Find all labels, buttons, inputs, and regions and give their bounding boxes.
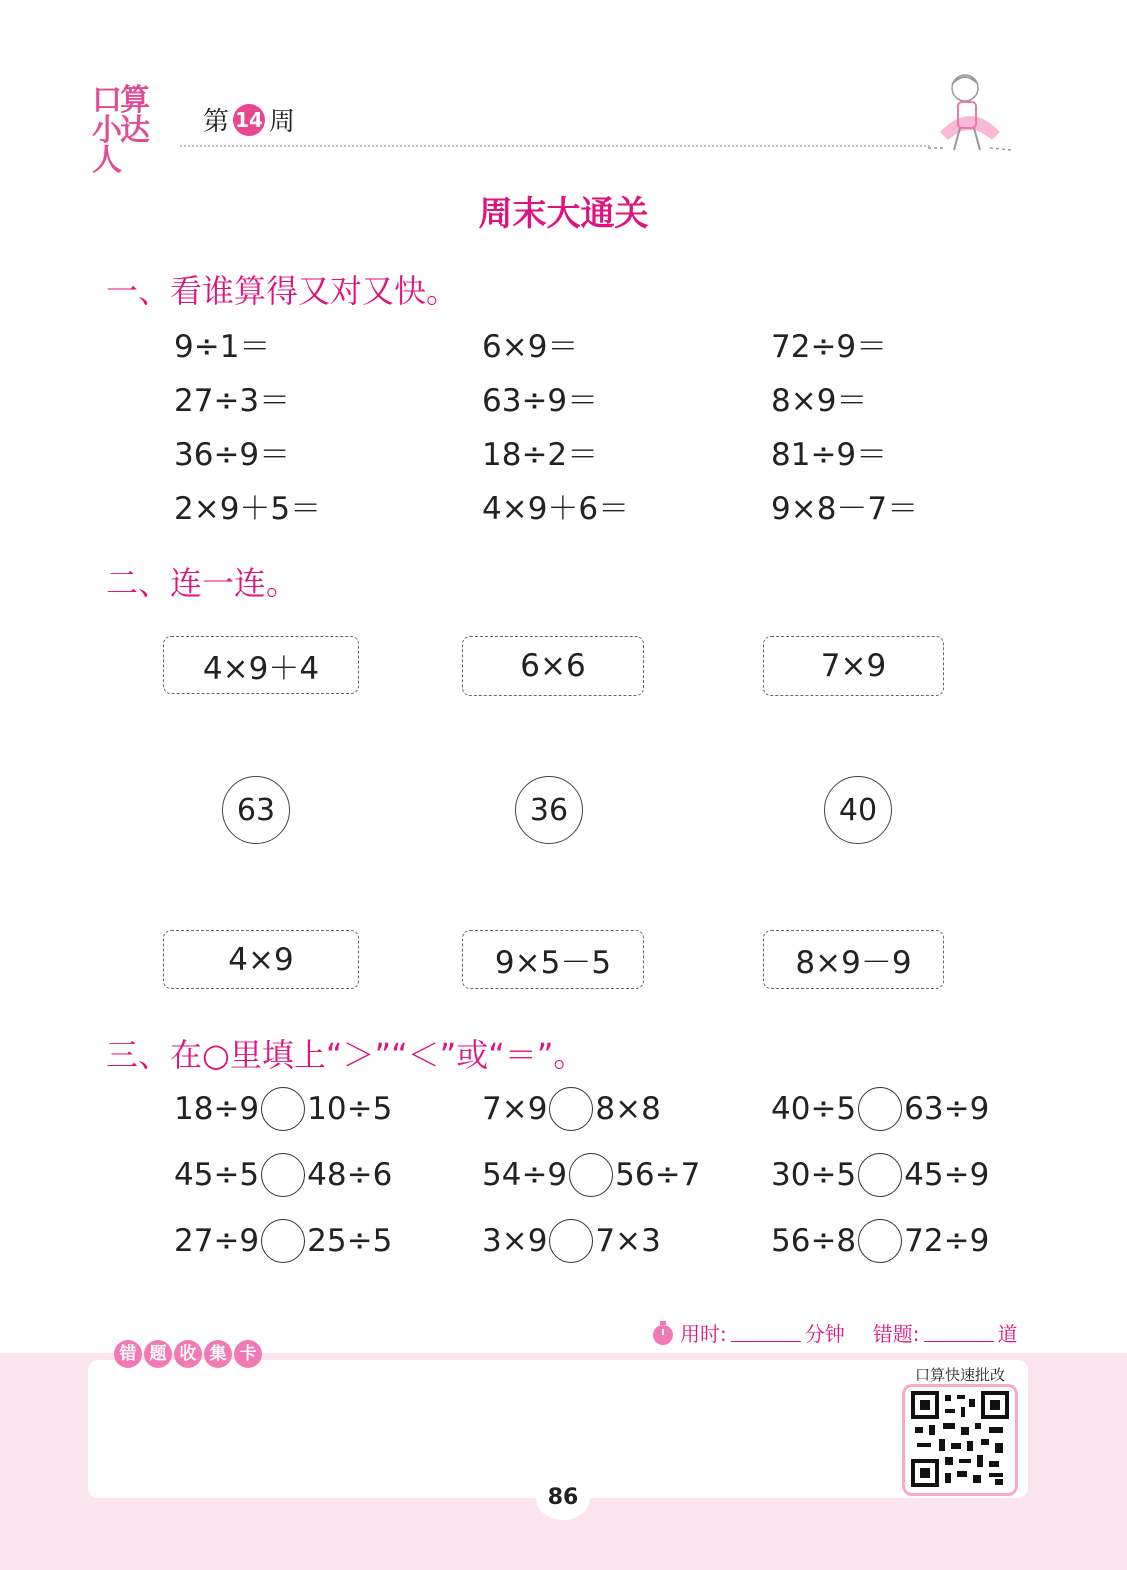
compare-left: 40÷5 [771, 1091, 857, 1127]
page-title: 周末大通关 [478, 194, 649, 234]
error-label: 错题: [872, 1322, 920, 1346]
footer-stats [650, 1318, 1018, 1347]
section1-heading: 一、看谁算得又对又快。 [106, 272, 459, 310]
compare-right: 45÷9 [904, 1157, 990, 1193]
error-blank[interactable] [924, 1323, 994, 1342]
compare-circle[interactable] [569, 1153, 613, 1197]
compare-circle[interactable] [858, 1153, 902, 1197]
mascot-icon [920, 70, 1020, 160]
compare-circle[interactable] [261, 1087, 305, 1131]
match-circle[interactable]: 40 [824, 776, 892, 844]
match-circle[interactable]: 63 [222, 776, 290, 844]
time-unit: 分钟 [804, 1322, 845, 1346]
compare-right: 7×3 [595, 1223, 661, 1259]
week-label [203, 101, 295, 138]
compare-circle[interactable] [549, 1087, 593, 1131]
compare-item [771, 1087, 989, 1131]
compare-right: 10÷5 [307, 1091, 393, 1127]
match-circle[interactable]: 36 [515, 776, 583, 844]
compare-item [482, 1219, 661, 1263]
card-tag-char: 集 [204, 1340, 232, 1368]
match-top-box[interactable]: 4×9＋4 [163, 636, 359, 694]
error-unit: 道 [997, 1322, 1018, 1346]
compare-left: 3×9 [482, 1223, 548, 1259]
match-top-box[interactable]: 6×6 [462, 636, 644, 696]
qr-code[interactable] [902, 1384, 1018, 1496]
compare-right: 48÷6 [307, 1157, 393, 1193]
logo-text: 口算小达人 [92, 83, 148, 178]
compare-circle[interactable] [261, 1153, 305, 1197]
card-tag-char: 收 [174, 1340, 202, 1368]
logo [92, 83, 182, 178]
compare-right: 8×8 [595, 1091, 661, 1127]
match-top-box[interactable]: 7×9 [763, 636, 944, 696]
s1-expr: 81÷9＝ [771, 437, 888, 473]
compare-right: 25÷5 [307, 1223, 393, 1259]
compare-right: 63÷9 [904, 1091, 990, 1127]
compare-right: 56÷7 [615, 1157, 701, 1193]
qr-code-icon [905, 1387, 1015, 1493]
compare-item [174, 1087, 392, 1131]
s1-expr: 18÷2＝ [482, 437, 599, 473]
s1-expr: 8×9＝ [771, 383, 868, 419]
compare-right: 72÷9 [904, 1223, 990, 1259]
s1-expr: 9÷1＝ [174, 329, 271, 365]
card-tag [114, 1340, 262, 1368]
week-number: 14 [233, 104, 265, 136]
compare-left: 7×9 [482, 1091, 548, 1127]
match-bottom-box[interactable]: 8×9－9 [763, 930, 944, 989]
section2-heading: 二、连一连。 [106, 564, 299, 602]
compare-item [174, 1219, 392, 1263]
week-suffix: 周 [269, 107, 296, 137]
compare-circle[interactable] [858, 1219, 902, 1263]
compare-item [482, 1087, 661, 1131]
stopwatch-icon [650, 1320, 676, 1346]
compare-circle[interactable] [261, 1219, 305, 1263]
s1-expr: 6×9＝ [482, 329, 579, 365]
compare-left: 56÷8 [771, 1223, 857, 1259]
compare-item [771, 1219, 989, 1263]
week-prefix: 第 [203, 107, 230, 137]
compare-item [174, 1153, 392, 1197]
time-blank[interactable] [731, 1323, 801, 1342]
card-tag-char: 卡 [234, 1340, 262, 1368]
s1-expr: 9×8－7＝ [771, 491, 919, 527]
s1-expr: 4×9＋6＝ [482, 491, 630, 527]
card-tag-char: 题 [144, 1340, 172, 1368]
qr-label: 口算快速批改 [914, 1366, 1005, 1384]
compare-item [771, 1153, 989, 1197]
compare-circle[interactable] [549, 1219, 593, 1263]
compare-circle[interactable] [858, 1087, 902, 1131]
header-divider [180, 145, 930, 147]
match-bottom-box[interactable]: 4×9 [163, 930, 359, 989]
s1-expr: 2×9＋5＝ [174, 491, 322, 527]
time-label: 用时: [680, 1322, 727, 1346]
compare-left: 45÷5 [174, 1157, 260, 1193]
compare-left: 30÷5 [771, 1157, 857, 1193]
compare-item [482, 1153, 700, 1197]
page-number: 86 [536, 1476, 590, 1520]
s1-expr: 36÷9＝ [174, 437, 291, 473]
s1-expr: 27÷3＝ [174, 383, 291, 419]
compare-left: 27÷9 [174, 1223, 260, 1259]
s1-expr: 72÷9＝ [771, 329, 888, 365]
card-tag-char: 错 [114, 1340, 142, 1368]
s1-expr: 63÷9＝ [482, 383, 599, 419]
compare-left: 54÷9 [482, 1157, 568, 1193]
match-bottom-box[interactable]: 9×5－5 [462, 930, 644, 989]
section3-heading: 三、在○里填上“＞”“＜”或“＝”。 [106, 1036, 586, 1074]
compare-left: 18÷9 [174, 1091, 260, 1127]
